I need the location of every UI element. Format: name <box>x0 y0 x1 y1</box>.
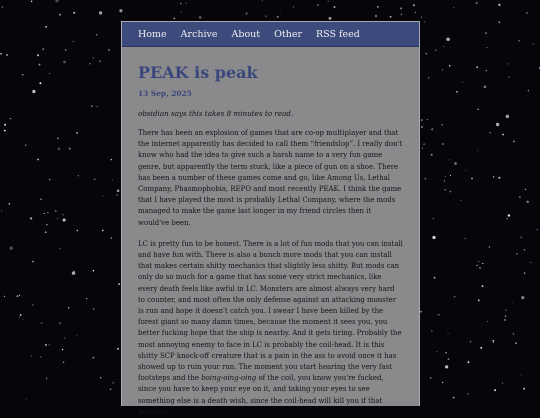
star <box>476 66 478 68</box>
star <box>41 322 43 324</box>
star <box>10 118 11 119</box>
star <box>454 296 456 298</box>
star <box>489 246 491 248</box>
star <box>518 40 520 42</box>
star <box>492 340 494 342</box>
star <box>186 3 187 4</box>
star <box>62 349 63 350</box>
star <box>506 115 510 119</box>
star <box>487 321 488 322</box>
star <box>520 237 522 239</box>
star <box>46 378 47 379</box>
star <box>76 230 78 232</box>
star <box>502 134 504 136</box>
star <box>91 105 93 107</box>
star <box>445 352 447 354</box>
star <box>180 3 182 5</box>
star <box>45 26 47 28</box>
star <box>180 12 181 13</box>
star <box>262 0 263 1</box>
star <box>265 15 266 16</box>
star <box>446 37 450 41</box>
star <box>450 175 451 176</box>
star <box>524 249 526 251</box>
post-paragraph-2 <box>138 239 403 418</box>
star <box>4 130 6 132</box>
star <box>89 63 90 64</box>
star <box>413 4 415 6</box>
star <box>375 15 377 17</box>
star <box>486 47 487 48</box>
star <box>476 265 477 266</box>
star <box>37 159 39 161</box>
star <box>2 6 3 7</box>
star <box>498 177 500 179</box>
star <box>58 147 61 150</box>
star <box>498 21 500 23</box>
star <box>4 296 5 297</box>
star <box>504 319 507 322</box>
star <box>59 322 61 324</box>
star <box>329 17 332 20</box>
star <box>57 137 59 139</box>
star <box>526 12 527 13</box>
star <box>415 12 417 14</box>
star <box>521 374 522 375</box>
star <box>462 82 463 83</box>
star <box>512 302 513 303</box>
reading-time-note: obsidian says this takes 8 minutes to read. <box>138 109 294 118</box>
star <box>73 41 74 42</box>
star <box>523 388 525 390</box>
star <box>513 333 514 334</box>
star <box>453 397 455 399</box>
star <box>432 128 433 129</box>
star <box>489 132 491 134</box>
star <box>505 315 507 317</box>
star <box>63 61 66 64</box>
star <box>425 178 427 180</box>
star <box>478 300 480 302</box>
star <box>431 129 432 130</box>
star <box>10 246 13 249</box>
star <box>92 357 94 359</box>
star <box>496 123 499 126</box>
nav-rss-feed-link[interactable]: RSS feed <box>316 28 360 40</box>
star <box>530 262 531 263</box>
star <box>62 214 63 215</box>
star <box>465 238 466 239</box>
star <box>442 382 443 383</box>
star <box>113 382 114 383</box>
star <box>94 178 96 180</box>
star <box>442 143 444 145</box>
nav-other-link[interactable]: Other <box>274 28 303 40</box>
star <box>426 53 427 54</box>
star <box>438 314 440 316</box>
star <box>22 319 23 320</box>
star <box>467 393 469 395</box>
star <box>445 365 448 368</box>
star <box>246 13 248 15</box>
star <box>6 54 8 56</box>
star <box>430 377 432 379</box>
paragraph-2-text-end: of the coil, you know you're fucked, since you have to keep your eye on it, and taking your eyes to see something else is a death wish, since the coil-head will kill you if that happens. <box>138 374 384 416</box>
star <box>447 333 448 334</box>
star <box>8 203 10 205</box>
star <box>421 311 423 313</box>
star <box>423 143 425 145</box>
star <box>1 210 2 211</box>
nav-archive-link[interactable]: Archive <box>180 28 218 40</box>
star <box>498 4 500 6</box>
star <box>39 64 41 66</box>
star <box>47 212 48 213</box>
star <box>100 377 101 378</box>
star <box>199 16 202 19</box>
star <box>485 32 487 34</box>
star <box>118 283 120 285</box>
star <box>519 196 520 197</box>
star <box>477 109 478 110</box>
star <box>445 176 446 177</box>
star <box>4 124 6 126</box>
star <box>26 399 27 400</box>
star <box>513 141 515 143</box>
star <box>46 224 47 225</box>
star <box>49 73 50 74</box>
star <box>471 178 473 180</box>
star <box>99 61 100 62</box>
star <box>63 362 64 363</box>
star <box>119 9 122 12</box>
star <box>526 201 528 203</box>
star <box>112 179 113 180</box>
post-date: 13 Sep, 2025 <box>138 89 192 98</box>
star <box>521 296 524 299</box>
star <box>428 77 429 78</box>
star <box>17 295 19 297</box>
star <box>431 330 433 332</box>
star <box>486 70 487 71</box>
star <box>55 0 58 2</box>
star <box>44 213 45 214</box>
star <box>334 6 336 8</box>
star <box>507 63 508 64</box>
star <box>93 57 94 58</box>
star <box>32 304 33 305</box>
star <box>524 272 526 274</box>
star <box>401 14 403 16</box>
star <box>476 2 478 4</box>
star <box>39 82 41 84</box>
star <box>19 316 21 318</box>
star <box>421 119 423 121</box>
star <box>460 200 461 201</box>
star <box>277 16 279 18</box>
star <box>57 218 59 220</box>
star <box>30 217 32 219</box>
star <box>506 218 508 220</box>
star <box>93 270 94 271</box>
star <box>32 90 35 93</box>
star <box>442 69 443 70</box>
star <box>55 210 57 212</box>
star <box>479 267 481 269</box>
star <box>32 261 33 262</box>
star <box>68 307 70 309</box>
star <box>49 179 50 180</box>
star <box>73 12 75 14</box>
star <box>60 248 61 249</box>
star <box>421 17 422 18</box>
star <box>102 229 104 231</box>
star <box>433 218 435 220</box>
star <box>468 361 470 363</box>
star <box>482 263 483 264</box>
star <box>174 18 176 20</box>
star <box>432 236 435 239</box>
star <box>20 314 22 316</box>
star <box>444 180 445 181</box>
star <box>102 195 103 196</box>
star <box>505 309 506 310</box>
star <box>19 295 20 296</box>
post-paragraph-1: There has been an explosion of games that are co-op multiplayer and that the internet apparently has decided to call them “friendslop”. I really don't know who had the idea to give such a harsh name to a very fun game genre, but apparently the term stuck, like a piece of gun on a shoe. There has been a number of these games come and go, like Among Us, Lethal Company, Phasmophobia, REPO and most recently PEAK. I think the game that I have played the most is probably Lethal Company, where the mods managed to make the game last longer in my friend circles then it would've been. <box>138 129 403 227</box>
star <box>441 124 443 126</box>
star <box>25 145 26 146</box>
star <box>493 176 495 178</box>
star <box>508 77 509 78</box>
star <box>59 14 61 16</box>
star <box>436 351 437 352</box>
star <box>453 7 454 8</box>
star <box>280 13 281 14</box>
star <box>516 253 518 255</box>
top-navigation <box>122 22 419 47</box>
post-content <box>122 63 419 418</box>
paragraph-2-emphasis: boing-oing-oing <box>201 374 257 383</box>
star <box>508 214 510 216</box>
star <box>116 194 118 196</box>
star <box>454 162 457 165</box>
star <box>111 159 112 160</box>
nav-home-link[interactable]: Home <box>138 28 167 40</box>
star <box>450 191 452 193</box>
star <box>37 54 39 56</box>
star <box>64 337 65 338</box>
star <box>431 154 433 156</box>
star <box>377 6 379 8</box>
star <box>448 358 450 360</box>
star <box>49 344 50 345</box>
star <box>478 261 479 262</box>
star <box>424 21 425 22</box>
star <box>328 1 329 2</box>
star <box>93 308 95 310</box>
page-container <box>121 21 420 416</box>
star <box>293 6 294 7</box>
star <box>533 43 535 45</box>
star <box>77 335 78 336</box>
star <box>45 344 47 346</box>
star <box>40 198 42 200</box>
star <box>40 356 42 358</box>
star <box>0 53 2 55</box>
star <box>434 277 436 279</box>
star <box>111 237 113 239</box>
star <box>390 16 392 18</box>
star <box>421 126 423 128</box>
star <box>73 271 75 273</box>
star <box>482 285 484 287</box>
star <box>65 49 67 51</box>
star <box>465 170 466 171</box>
star <box>400 7 402 9</box>
star <box>477 150 478 151</box>
star <box>22 74 23 75</box>
star <box>422 148 423 149</box>
star <box>443 46 444 47</box>
star <box>480 347 482 349</box>
post-title: PEAK is peak <box>138 63 258 82</box>
star <box>494 389 496 391</box>
nav-about-link[interactable]: About <box>231 28 261 40</box>
star <box>528 90 529 91</box>
star <box>86 298 87 299</box>
star <box>99 11 102 14</box>
star <box>97 106 98 107</box>
star <box>470 341 471 342</box>
star <box>117 190 120 193</box>
star <box>484 86 487 89</box>
star <box>42 48 44 50</box>
star <box>435 49 437 51</box>
star <box>108 49 110 51</box>
star <box>493 342 494 343</box>
star <box>31 1 33 3</box>
star <box>427 119 428 120</box>
star <box>78 175 79 176</box>
star <box>63 218 66 221</box>
star <box>449 159 450 160</box>
star <box>537 229 538 230</box>
star <box>69 148 71 150</box>
star <box>449 65 451 67</box>
star <box>110 388 112 390</box>
star <box>45 231 47 233</box>
star <box>525 189 526 190</box>
star <box>96 34 98 36</box>
paragraph-2-text-start: LC is pretty fun to be honest. There is a lot of fun mods that you can install and have fun with. There is also a bunch more mods that you can install that makes certain shitty mechanics that slightly less shitty. But mods can only do so much for a game that has some very strict mechanics, like every death feels like awful in LC. Monsters are almost always very hard to counter, and most often the only defense against an attacking monster is run and hope it doesn't catch you. I swear I have been killed by the forest giant so many damn times, because the moment it sees you, you better fucking hope that the ship is nearby. And it gets tiring. Probably the most annoying enemy to face in LC is probably the coil-head. It is this shitty SCP knock-off creature that is a pain in the ass to avoid once it has showed up to ruin your run. The moment you start hearing the very fast footsteps and the <box>138 239 403 383</box>
star <box>515 342 517 344</box>
star <box>76 132 78 134</box>
star <box>317 4 319 6</box>
star <box>502 383 503 384</box>
star <box>117 348 119 350</box>
star <box>444 189 446 191</box>
star <box>456 91 458 93</box>
star <box>31 355 32 356</box>
